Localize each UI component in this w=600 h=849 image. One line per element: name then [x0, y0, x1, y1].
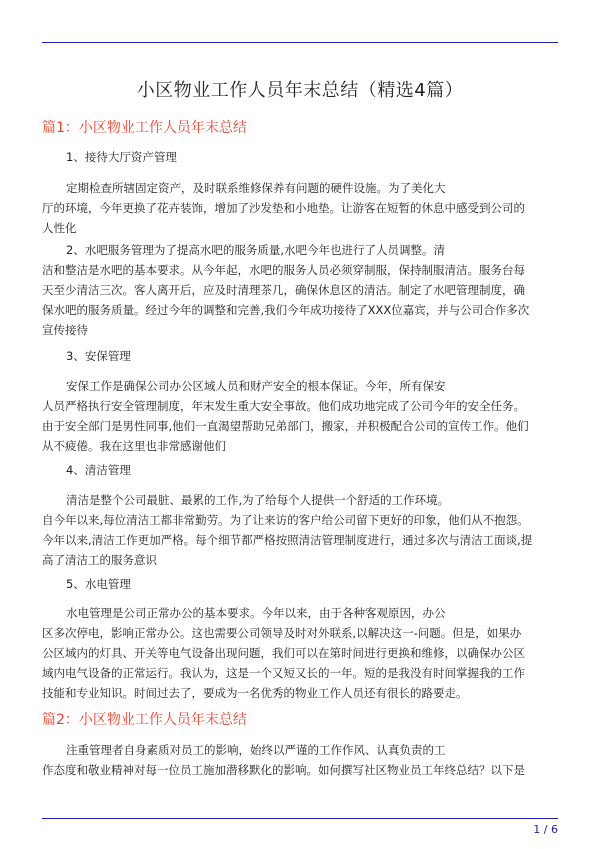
- text-line: 安保工作是确保公司办公区域人员和财产安全的根本保证。今年，所有保安: [66, 379, 446, 393]
- text-line: 技能和专业知识。时间过去了，要成为一名优秀的物业工作人员还有很长的路要走。: [42, 686, 468, 700]
- text-line: 洁和整洁是水吧的基本要求。从今年起，水吧的服务人员必须穿制服，保持制服清洁。服务台每: [42, 263, 525, 277]
- text-line: 公区域内的灯具、开关等电气设备出现问题，我们可以在第时间进行更换和维修，以确保办公区: [42, 646, 525, 660]
- item-heading-4: 4、清洁管理: [66, 463, 131, 477]
- item-heading-1: 1、接待大厅资产管理: [66, 150, 177, 164]
- text-line: 保水吧的服务质量。经过今年的调整和完善,我们今年成功接待了XXX位嘉宾，并与公司合作多次: [42, 303, 530, 317]
- text-line: 宣传接待: [42, 323, 88, 337]
- paragraph-section-2: [42, 740, 558, 780]
- page-number: 1 / 6: [533, 823, 558, 836]
- text-line: 今年以来,清洁工作更加严格。每个细节都严格按照清洁管理制度进行，通过多次与清洁工面谈,提: [42, 533, 533, 547]
- section-heading-1: 篇1：小区物业工作人员年末总结: [42, 120, 247, 136]
- paragraph-item-3: [42, 376, 558, 456]
- paragraph-item-5: [42, 603, 558, 703]
- paragraph-item-2: [42, 240, 558, 340]
- text-line: 人性化: [42, 221, 77, 235]
- item-heading-5: 5、水电管理: [66, 577, 131, 591]
- text-line: 水电管理是公司正常办公的基本要求。今年以来，由于各种客观原因，办公: [66, 606, 446, 620]
- header-rule: [42, 42, 558, 43]
- text-line: 高了清洁工的服务意识: [42, 553, 157, 567]
- document-title: 小区物业工作人员年末总结（精选4篇）: [136, 80, 464, 101]
- text-line: 自今年以来,每位清洁工都非常勤劳。为了让来访的客户给公司留下更好的印象，他们从不抱怨。: [42, 513, 529, 527]
- text-line: 由于安全部门是男性同事,他们一直渴望帮助兄弟部门，搬家，并积极配合公司的宣传工作。他们: [42, 419, 529, 433]
- text-line: 清洁是整个公司最脏、最累的工作,为了给每个人提供一个舒适的工作环境。: [66, 493, 450, 507]
- footer-rule: [42, 818, 558, 819]
- text-line: 天至少清洁三次。客人离开后，应及时清理茶几，确保休息区的清洁。制定了水吧管理制度，确: [42, 283, 525, 297]
- section-heading-2: 篇2：小区物业工作人员年末总结: [42, 712, 247, 728]
- text-line: 2、水吧服务管理为了提高水吧的服务质量,水吧今年也进行了人员调整。清: [66, 243, 445, 257]
- paragraph-item-4: [42, 490, 558, 570]
- text-line: 域内电气设备的正常运行。我认为，这是一个又短又长的一年。短的是我没有时间掌握我的工作: [42, 666, 525, 680]
- text-line: 从不疲倦。我在这里也非常感谢他们: [42, 439, 226, 453]
- text-line: 人员严格执行安全管理制度，年末发生重大安全事故。他们成功地完成了公司今年的安全任务。: [42, 399, 525, 413]
- text-line: 作态度和敬业精神对每一位员工施加潜移默化的影响。如何撰写社区物业员工年终总结？以下是: [42, 763, 525, 777]
- paragraph-item-1: [42, 178, 558, 238]
- item-heading-3: 3、安保管理: [66, 349, 131, 363]
- text-line: 注重管理者自身素质对员工的影响，始终以严谨的工作作风、认真负责的工: [66, 743, 446, 757]
- text-line: 区多次停电，影响正常办公。这也需要公司领导及时对外联系,以解决这一-问题。但是，如果办: [42, 626, 522, 640]
- text-line: 定期检查所辖固定资产，及时联系维修保养有问题的硬件设施。为了美化大: [66, 181, 446, 195]
- text-line: 厅的环境，今年更换了花卉装饰，增加了沙发垫和小地垫。让游客在短暂的休息中感受到公司的: [42, 201, 525, 215]
